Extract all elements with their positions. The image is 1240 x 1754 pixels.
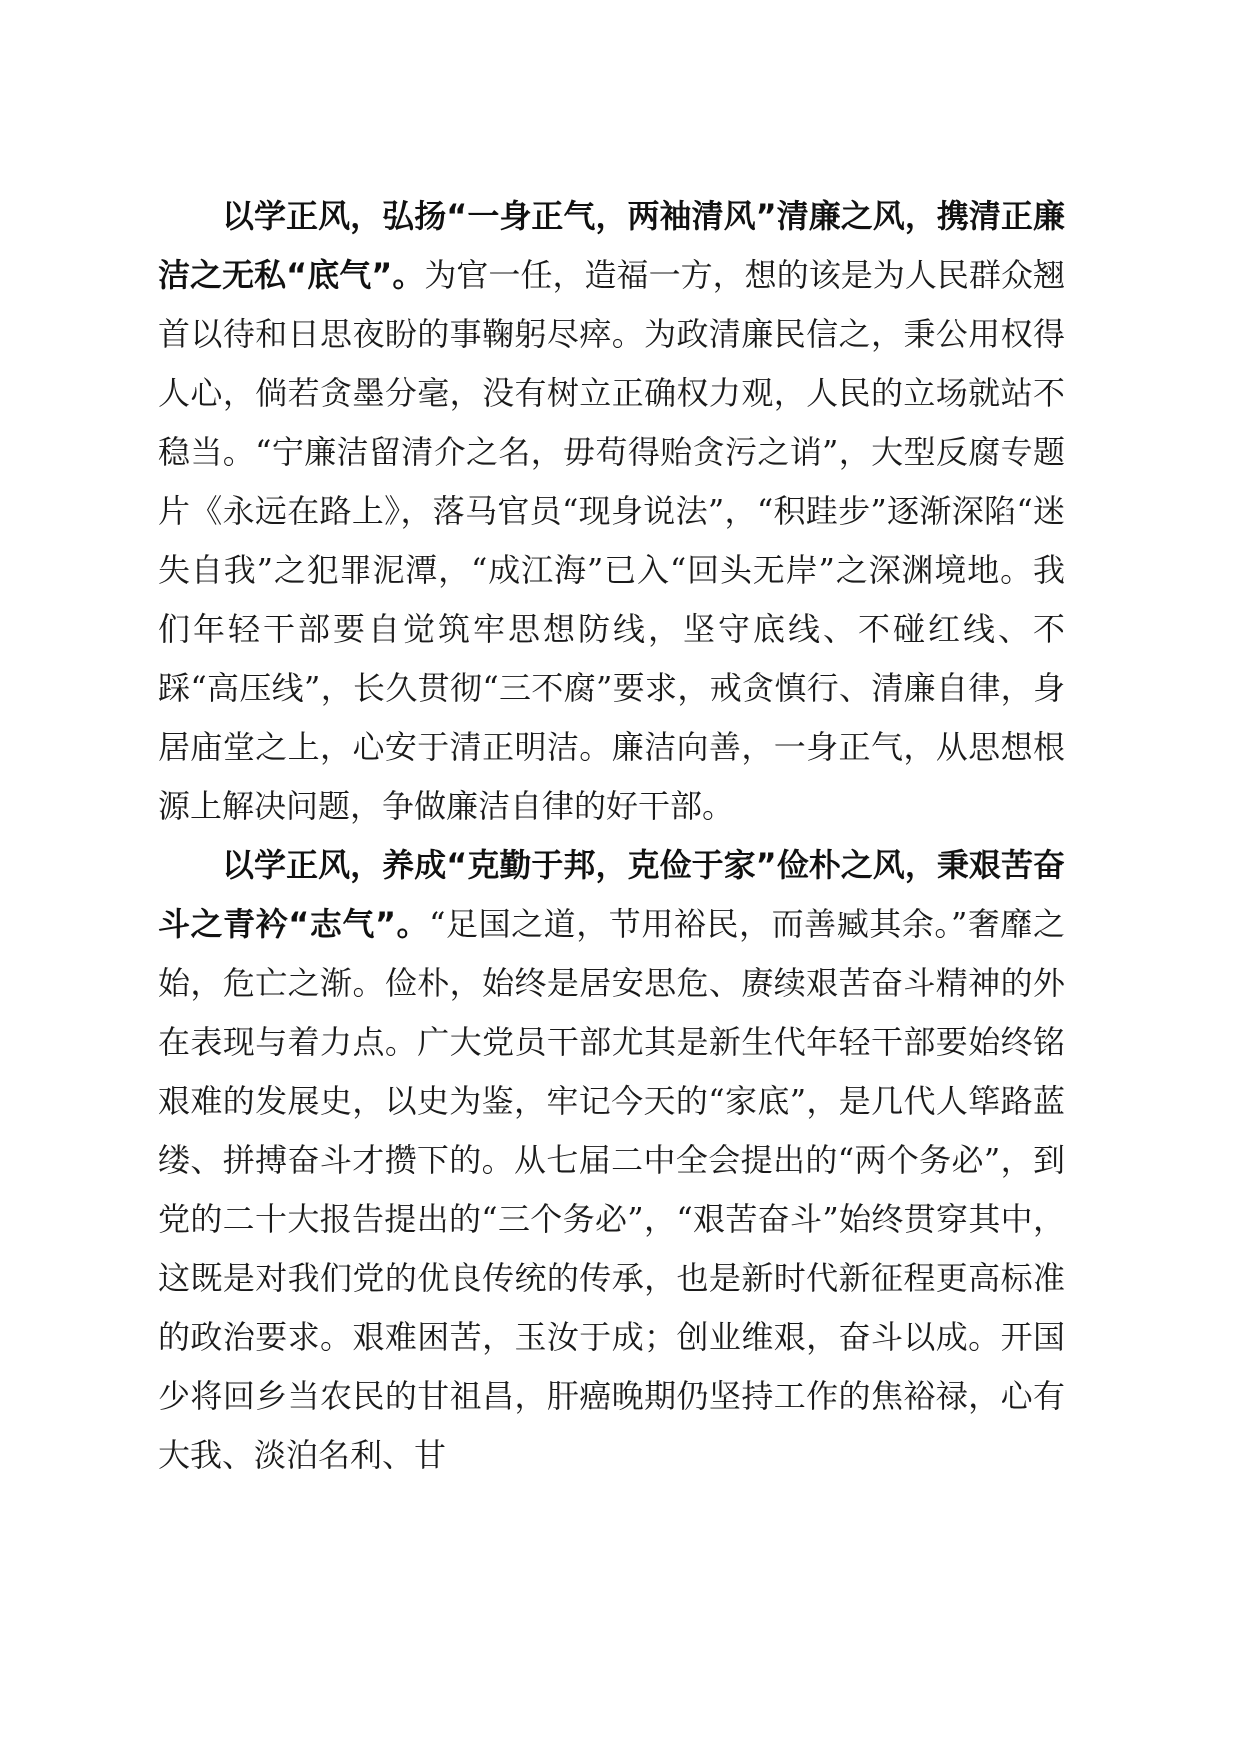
paragraph-1 (158, 187, 1065, 836)
paragraph-1-lead: 以学正风，弘扬“一身正气，两袖清风”清廉之风，携清正廉洁之无私“底气”。 (158, 197, 1065, 294)
paragraph-2-body: “足国之道，节用裕民，而善臧其余。”奢靡之始，危亡之渐。俭朴，始终是居安思危、赓续艰苦奋斗精神的外在表现与着力点。广大党员干部尤其是新生代年轻干部要始终铭艰难的发展史，以史为鉴，牢记今天的“家底”，是几代人筚路蓝缕、拼搏奋斗才攒下的。从七届二中全会提出的“两个务必”，到党的二十大报告提出的“三个务必”，“艰苦奋斗”始终贯穿其中，这既是对我们党的优良传统的传承，也是新时代新征程更高标准的政治要求。艰难困苦，玉汝于成；创业维艰，奋斗以成。开国少将回乡当农民的甘祖昌，肝癌晚期仍坚持工作的焦裕禄，心有大我、淡泊名利、甘 (158, 905, 1065, 1474)
paragraph-2-lead: 以学正风，养成“克勤于邦，克俭于家”俭朴之风，秉艰苦奋斗之青衿“志气”。 (158, 846, 1065, 943)
paragraph-1-body: 为官一任，造福一方，想的该是为人民群众翘首以待和日思夜盼的事鞠躬尽瘁。为政清廉民信之，秉公用权得人心，倘若贪墨分毫，没有树立正确权力观，人民的立场就站不稳当。“宁廉洁留清介之名，毋苟得贻贪污之诮”，大型反腐专题片《永远在路上》，落马官员“现身说法”，“积跬步”逐渐深陷“迷失自我”之犯罪泥潭，“成江海”已入“回头无岸”之深渊境地。我们年轻干部要自觉筑牢思想防线，坚守底线、不碰红线、不踩“高压线”，长久贯彻“三不腐”要求，戒贪慎行、清廉自律，身居庙堂之上，心安于清正明洁。廉洁向善，一身正气，从思想根源上解决问题，争做廉洁自律的好干部。 (158, 256, 1065, 825)
paragraph-2 (158, 836, 1065, 1485)
document-body (158, 187, 1065, 1485)
